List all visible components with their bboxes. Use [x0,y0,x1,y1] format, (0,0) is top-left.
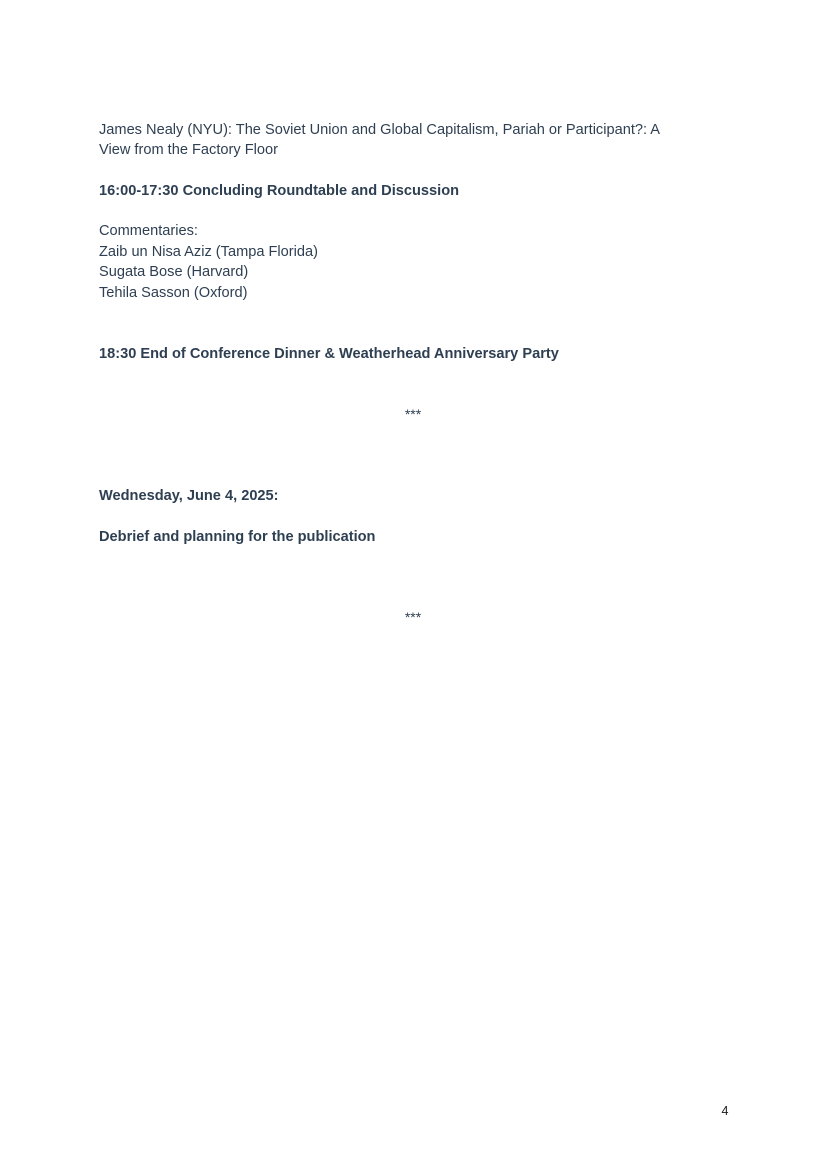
debrief-item: Debrief and planning for the publication [99,529,376,545]
talk-title-line-1: James Nealy (NYU): The Soviet Union and Global Capitalism, Pariah or Participant?: A [99,122,661,138]
wednesday-heading: Wednesday, June 4, 2025: [99,488,279,504]
talk-title-line-2: View from the Factory Floor [99,142,278,158]
commentator-1: Zaib un Nisa Aziz (Tampa Florida) [99,244,318,260]
commentator-2: Sugata Bose (Harvard) [99,264,249,280]
section-separator-1: *** [404,406,422,422]
commentator-3: Tehila Sasson (Oxford) [99,285,248,301]
roundtable-heading: 16:00-17:30 Concluding Roundtable and Discussion [99,183,460,199]
commentaries-label: Commentaries: [99,223,198,239]
dinner-heading: 18:30 End of Conference Dinner & Weatherhead Anniversary Party [99,346,559,362]
section-separator-2: *** [404,609,422,625]
page-number: 4 [721,1104,729,1118]
